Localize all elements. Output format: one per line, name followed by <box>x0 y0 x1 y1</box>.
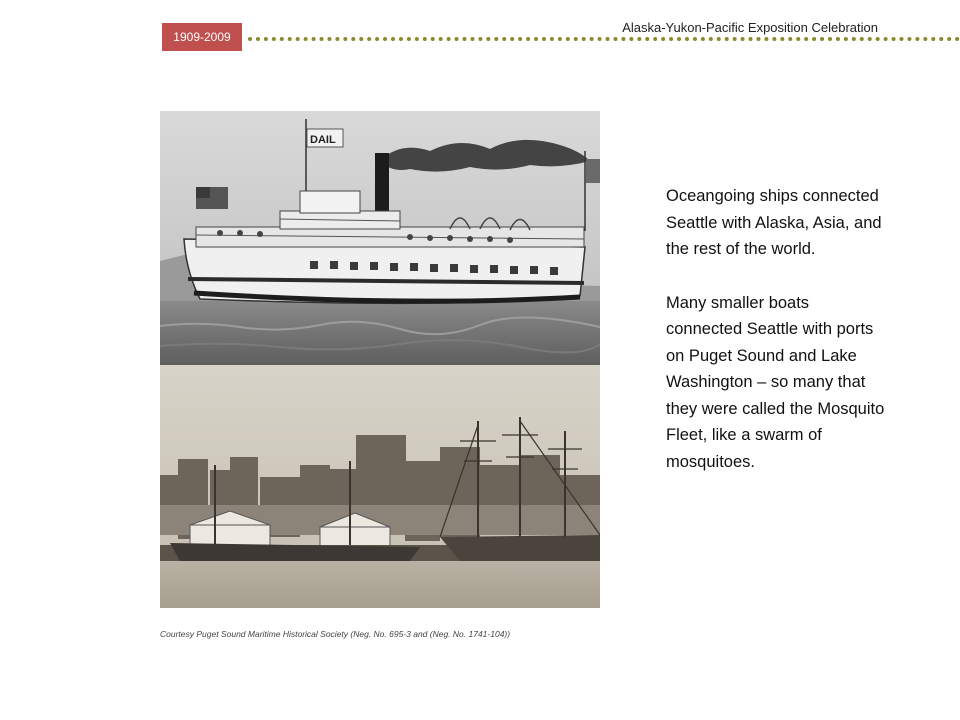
steamer-boat-photo <box>160 111 600 365</box>
body-text <box>666 183 886 502</box>
photo-credit-caption: Courtesy Puget Sound Maritime Historical Society (Neg. No. 695-3 and (Neg. No. 1741-104)) <box>160 629 511 639</box>
dotted-divider <box>248 37 960 41</box>
seattle-waterfront-sailing-ships-photo <box>160 365 600 608</box>
paragraph-oceangoing-ships: Oceangoing ships connected Seattle with Alaska, Asia, and the rest of the world. <box>666 187 882 258</box>
paragraph-mosquito-fleet: Many smaller boats connected Seattle with ports on Puget Sound and Lake Washington – so many that they were called the Mosquito Fleet, like a swarm of mosquitoes. <box>666 293 885 471</box>
year-badge: 1909-2009 <box>162 23 242 51</box>
svg-text:DAIL: DAIL <box>310 134 336 146</box>
header-title: Alaska-Yukon-Pacific Exposition Celebration <box>622 20 878 35</box>
